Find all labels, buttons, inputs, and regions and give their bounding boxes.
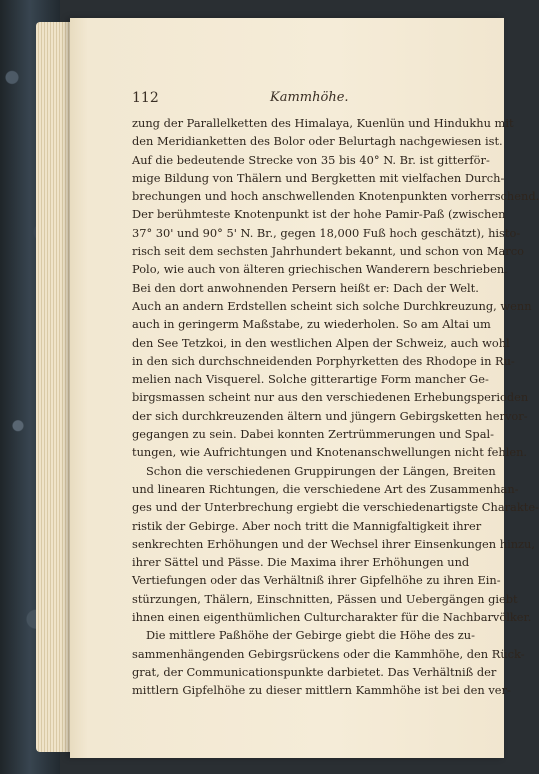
book-page xyxy=(70,18,539,758)
text-line: brechungen und hoch anschwellenden Knotenpunkten vorherrschend. xyxy=(132,189,539,204)
text-line: Polo, wie auch von älteren griechischen Wanderern beschrieben. xyxy=(132,262,508,277)
text-line: Die mittlere Paßhöhe der Gebirge giebt die Höhe des zu- xyxy=(146,628,475,643)
text-line: sammenhängenden Gebirgsrückens oder die Kammhöhe, den Rück- xyxy=(132,646,525,661)
text-line: gegangen zu sein. Dabei konnten Zertrümmerungen und Spal- xyxy=(132,427,495,442)
text-line: den See Tetzkoi, in den westlichen Alpen der Schweiz, auch wohl xyxy=(132,335,510,350)
text-line: Auch an andern Erdstellen scheint sich solche Durchkreuzung, wenn xyxy=(132,298,532,313)
running-head: Kammhöhe. xyxy=(270,90,349,105)
text-line: 37° 30' und 90° 5' N. Br., gegen 18,000 Fuß hoch geschätzt), histo- xyxy=(132,225,521,240)
text-line: tungen, wie Aufrichtungen und Knotenanschwellungen nicht fehlen. xyxy=(132,445,528,460)
text-line: senkrechten Erhöhungen und der Wechsel ihrer Einsenkungen hinzu, xyxy=(132,536,536,551)
page-number: 112 xyxy=(132,90,159,106)
text-line: Vertiefungen oder das Verhältniß ihrer Gipfelhöhe zu ihren Ein- xyxy=(132,573,501,588)
text-line: mige Bildung von Thälern und Bergketten mit vielfachen Durch- xyxy=(132,170,505,185)
text-line: zung der Parallelketten des Himalaya, Kuenlün und Hindukhu mit xyxy=(132,116,514,130)
text-line: risch seit dem sechsten Jahrhundert bekannt, und schon von Marco xyxy=(132,244,524,259)
text-line: in den sich durchschneidenden Porphyrketten des Rhodope in Ru- xyxy=(132,353,515,368)
text-line: Bei den dort anwohnenden Persern heißt er: Dach der Welt. xyxy=(132,280,479,295)
text-line: und linearen Richtungen, die verschiedene Art des Zusammenhan- xyxy=(132,481,519,496)
text-line: mittlern Gipfelhöhe zu dieser mittlern Kammhöhe ist bei den ver- xyxy=(132,683,511,698)
body-text xyxy=(132,114,539,700)
text-line: den Meridianketten des Bolor oder Belurtagh nachgewiesen ist. xyxy=(132,134,503,149)
text-line: auch in geringerm Maßstabe, zu wiederholen. So am Altai um xyxy=(132,317,491,332)
text-line: ristik der Gebirge. Aber noch tritt die Mannigfaltigkeit ihrer xyxy=(132,518,482,533)
text-line: melien nach Visquerel. Solche gitterartige Form mancher Ge- xyxy=(132,372,489,387)
text-line: Der berühmteste Knotenpunkt ist der hohe Pamir-Paß (zwischen xyxy=(132,207,506,222)
text-line: birgsmassen scheint nur aus den verschiedenen Erhebungsperioden xyxy=(132,390,529,405)
text-line: Auf die bedeutende Strecke von 35 bis 40° N. Br. ist gitterför- xyxy=(132,152,490,167)
text-line: ihrer Sättel und Pässe. Die Maxima ihrer Erhöhungen und xyxy=(132,555,470,570)
text-line: ges und der Unterbrechung ergiebt die verschiedenartigste Charakte- xyxy=(132,500,539,515)
text-line: der sich durchkreuzenden ältern und jüngern Gebirgsketten hervor- xyxy=(132,408,528,423)
text-line: grat, der Communicationspunkte darbietet. Das Verhältniß der xyxy=(132,664,497,679)
text-line: ihnen einen eigenthümlichen Culturcharakter für die Nachbarvölker. xyxy=(132,610,532,625)
text-line: stürzungen, Thälern, Einschnitten, Pässen und Uebergängen giebt xyxy=(132,591,518,606)
text-line: Schon die verschiedenen Gruppirungen der Längen, Breiten xyxy=(146,463,496,478)
